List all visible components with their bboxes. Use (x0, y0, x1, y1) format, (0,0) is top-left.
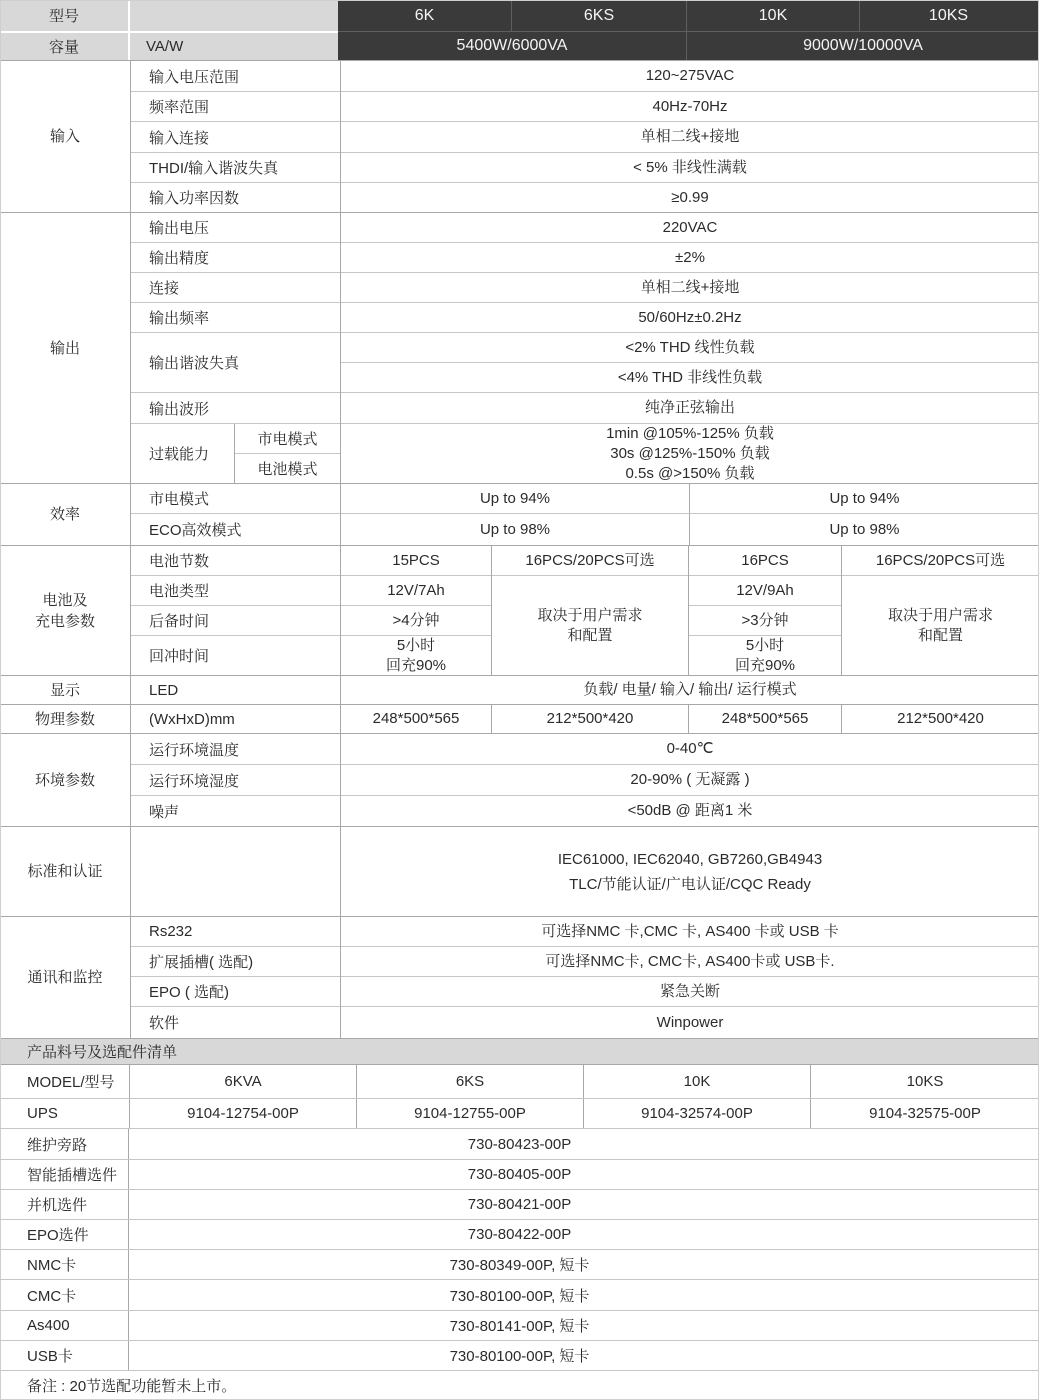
spec-value: 紧急关断 (341, 976, 1039, 1006)
dimensions-10k: 248*500*565 (721, 710, 809, 727)
parts-model-10k: 10K (583, 1065, 810, 1098)
battery-col-6k (341, 546, 491, 675)
ups-part-6kva: 9104-12754-00P (129, 1099, 356, 1128)
spec-label: 运行环境温度 (149, 741, 240, 759)
part-number: 730-80423-00P (467, 1135, 572, 1153)
header-row-capacity (0, 31, 1039, 60)
dimensions-6k: 248*500*565 (372, 710, 460, 727)
battery-merged (492, 575, 688, 675)
capacity-10k: 9000W/10000VA (686, 31, 1039, 60)
spec-label-dimensions: (WxHxD)mm (149, 710, 235, 728)
parts-model-6ks: 6KS (356, 1065, 583, 1098)
recharge-line2: 回充90% (385, 656, 447, 674)
part-number: 730-80405-00P (467, 1166, 572, 1183)
overload-mode-mains: 市电模式 (257, 431, 318, 448)
part-number: 730-80422-00P (467, 1226, 572, 1243)
group-label-output: 输出 (49, 339, 80, 357)
section-standards (0, 826, 1039, 916)
battery-backup: >4分钟 (341, 605, 491, 635)
parts-ups-label: UPS (27, 1105, 58, 1122)
parts-model-label: MODEL/型号 (27, 1074, 115, 1091)
parts-row (0, 1128, 1039, 1159)
part-number: 730-80349-00P, 短卡 (449, 1257, 590, 1274)
group-label-environment: 环境参数 (34, 771, 95, 789)
model-6k: 6K (414, 6, 435, 24)
part-label: 智能插槽选件 (0, 1160, 129, 1189)
spec-value: 可选择NMC卡, CMC卡, AS400卡或 USB卡. (341, 946, 1039, 976)
recharge-line2: 回充90% (734, 656, 796, 674)
ups-part-10k: 9104-32574-00P (583, 1099, 810, 1128)
spec-value: 可选择NMC 卡,CMC 卡, AS400 卡或 USB 卡 (541, 922, 839, 940)
spec-label: 输出频率 (131, 302, 340, 332)
thd-nonlinear-value: <4% THD 非线性负载 (341, 362, 1039, 392)
ups-part-10ks: 9104-32575-00P (810, 1099, 1039, 1128)
spec-value: 20-90% ( 无凝露 ) (341, 764, 1039, 795)
section-battery (0, 545, 1039, 675)
group-label-display: 显示 (49, 681, 80, 699)
capacity-cells (338, 31, 1039, 60)
parts-model-row (0, 1064, 1039, 1098)
battery-type: 12V/9Ah (689, 575, 841, 605)
parts-row (0, 1340, 1039, 1370)
efficiency-eco-10k: Up to 98% (689, 514, 1039, 545)
spec-label: 频率范围 (131, 91, 340, 121)
spec-label: 回冲时间 (131, 635, 340, 675)
spec-overload (131, 423, 340, 483)
spec-value: < 5% 非线性满载 (341, 152, 1039, 182)
part-number: 730-80100-00P, 短卡 (449, 1348, 590, 1365)
parts-row (0, 1219, 1039, 1249)
overload-mode-battery: 电池模式 (235, 453, 340, 483)
battery-type: 12V/7Ah (341, 575, 491, 605)
model-10k: 10K (686, 0, 859, 31)
spec-value: 单相二线+接地 (341, 272, 1039, 302)
group-label-input: 输入 (49, 128, 80, 145)
battery-col-10k (688, 546, 841, 675)
spec-label: 软件 (131, 1006, 340, 1038)
efficiency-eco-6k: Up to 98% (479, 520, 551, 538)
battery-pcs: 16PCS/20PCS可选 (875, 551, 1006, 569)
parts-ups-row (0, 1098, 1039, 1128)
battery-pcs: 16PCS/20PCS可选 (525, 551, 655, 569)
spec-label: THDI/输入谐波失真 (131, 152, 340, 182)
spec-label: ECO高效模式 (131, 513, 340, 545)
ups-part-6ks: 9104-12755-00P (356, 1099, 583, 1128)
group-label-communication: 通讯和监控 (27, 969, 103, 986)
merged-line2: 和配置 (917, 626, 963, 644)
spec-label-waveform: 输出波形 (131, 392, 340, 423)
parts-section-title: 产品料号及选配件清单 (0, 1038, 1039, 1064)
recharge-line1: 5小时 (745, 636, 785, 654)
section-input (0, 60, 1039, 212)
spec-value: ≥0.99 (341, 182, 1039, 212)
battery-col-10ks (841, 546, 1039, 675)
battery-recharge (341, 635, 491, 675)
battery-merged (842, 575, 1039, 675)
spec-label: 扩展插槽( 选配) (131, 946, 340, 976)
parts-model-6kva: 6KVA (129, 1065, 356, 1098)
standards-line-1: IEC61000, IEC62040, GB7260,GB4943 (557, 850, 823, 868)
parts-row (0, 1159, 1039, 1189)
efficiency-value-6k: Up to 94% (479, 489, 551, 507)
waveform-value: 纯净正弦输出 (341, 392, 1039, 423)
model-10ks: 10KS (859, 0, 1037, 31)
spec-value: ±2% (341, 242, 1039, 272)
efficiency-eco-values (341, 513, 1039, 545)
capacity-unit-label: VA/W (130, 31, 338, 60)
overload-value (341, 423, 1039, 483)
battery-recharge (689, 635, 841, 675)
spec-label: 噪声 (131, 795, 340, 826)
overload-label: 过载能力 (149, 446, 210, 463)
section-environment (0, 733, 1039, 826)
battery-pcs: 15PCS (392, 551, 440, 569)
part-number: 730-80421-00P (467, 1196, 572, 1213)
efficiency-mains-values (341, 484, 1039, 513)
efficiency-value-10k: Up to 94% (689, 484, 1039, 513)
spec-label: 电池节数 (149, 553, 210, 570)
standards-line-2: TLC/节能认证/广电认证/CQC Ready (569, 875, 811, 893)
battery-pcs: 16PCS (741, 551, 789, 569)
spec-label: 运行环境湿度 (131, 764, 340, 795)
spec-value: 单相二线+接地 (341, 121, 1039, 152)
spec-label: 输入功率因数 (131, 182, 340, 212)
battery-group-line1: 电池及 (42, 591, 88, 609)
section-communication (0, 916, 1039, 1038)
dimensions-10ks: 212*500*420 (897, 710, 984, 727)
thd-linear-value: <2% THD 线性负载 (341, 332, 1039, 362)
overload-line-2: 30s @125%-150% 负载 (610, 444, 770, 462)
parts-row (0, 1189, 1039, 1219)
spec-label: 输出精度 (131, 242, 340, 272)
spec-value: 120~275VAC (645, 67, 735, 84)
group-label-efficiency: 效率 (49, 506, 80, 523)
spec-value: Winpower (341, 1006, 1039, 1038)
part-label: As400 (0, 1311, 129, 1340)
merged-line1: 取决于用户需求 (887, 606, 993, 624)
model-6ks: 6KS (511, 0, 686, 31)
spec-value: 40Hz-70Hz (341, 91, 1039, 121)
spec-label: 输入电压范围 (149, 68, 240, 86)
spec-label: 市电模式 (149, 491, 210, 508)
spec-label: 输出电压 (149, 220, 210, 237)
section-display (0, 675, 1039, 704)
part-label: CMC卡 (0, 1280, 129, 1310)
spec-label: 后备时间 (131, 605, 340, 635)
section-physical (0, 704, 1039, 733)
merged-line2: 和配置 (567, 626, 613, 644)
parts-row (0, 1249, 1039, 1279)
part-number: 730-80141-00P, 短卡 (449, 1318, 590, 1335)
part-label: USB卡 (0, 1341, 129, 1370)
model-header-label: 型号 (0, 0, 130, 31)
spec-label: 连接 (131, 272, 340, 302)
model-header-spacer (130, 0, 338, 31)
spec-value: <50dB @ 距离1 米 (341, 795, 1039, 826)
capacity-label: 容量 (0, 31, 130, 60)
group-label-battery (0, 546, 130, 675)
part-label: 维护旁路 (0, 1129, 129, 1159)
parts-row (0, 1279, 1039, 1310)
dimensions-6ks: 212*500*420 (546, 710, 634, 727)
spec-value: 220VAC (662, 218, 718, 236)
parts-model-10ks: 10KS (810, 1065, 1039, 1098)
spec-label: 电池类型 (131, 575, 340, 605)
part-label: NMC卡 (0, 1250, 129, 1279)
header-row-model (0, 0, 1039, 31)
spec-value: 0-40℃ (666, 740, 714, 757)
spec-label-led: LED (149, 681, 179, 699)
battery-backup: >3分钟 (689, 605, 841, 635)
merged-line1: 取决于用户需求 (537, 606, 643, 624)
recharge-line1: 5小时 (396, 636, 436, 654)
battery-group-line2: 充电参数 (34, 612, 95, 630)
part-label: 并机选件 (0, 1190, 129, 1219)
standards-value (341, 827, 1039, 916)
model-header-cells (338, 0, 1039, 31)
part-number: 730-80100-00P, 短卡 (449, 1287, 590, 1305)
spec-label-thd: 输出谐波失真 (131, 332, 340, 392)
spec-label: Rs232 (149, 923, 193, 940)
spec-label: EPO ( 选配) (131, 976, 340, 1006)
led-value: 负载/ 电量/ 输入/ 输出/ 运行模式 (583, 681, 797, 698)
battery-col-6ks (491, 546, 688, 675)
section-efficiency (0, 483, 1039, 545)
overload-line-1: 1min @105%-125% 负载 (606, 424, 774, 442)
part-label: EPO选件 (0, 1220, 129, 1249)
group-label-physical: 物理参数 (34, 710, 95, 728)
section-output (0, 212, 1039, 483)
spec-value: 50/60Hz±0.2Hz (341, 302, 1039, 332)
spec-label: 输入连接 (131, 121, 340, 152)
group-label-standards: 标准和认证 (27, 863, 103, 880)
standards-spacer (131, 827, 340, 916)
capacity-6k: 5400W/6000VA (338, 31, 686, 60)
parts-row (0, 1310, 1039, 1340)
overload-line-3: 0.5s @>150% 负载 (625, 464, 755, 482)
footnote: 备注 : 20节选配功能暂未上市。 (0, 1370, 1039, 1400)
